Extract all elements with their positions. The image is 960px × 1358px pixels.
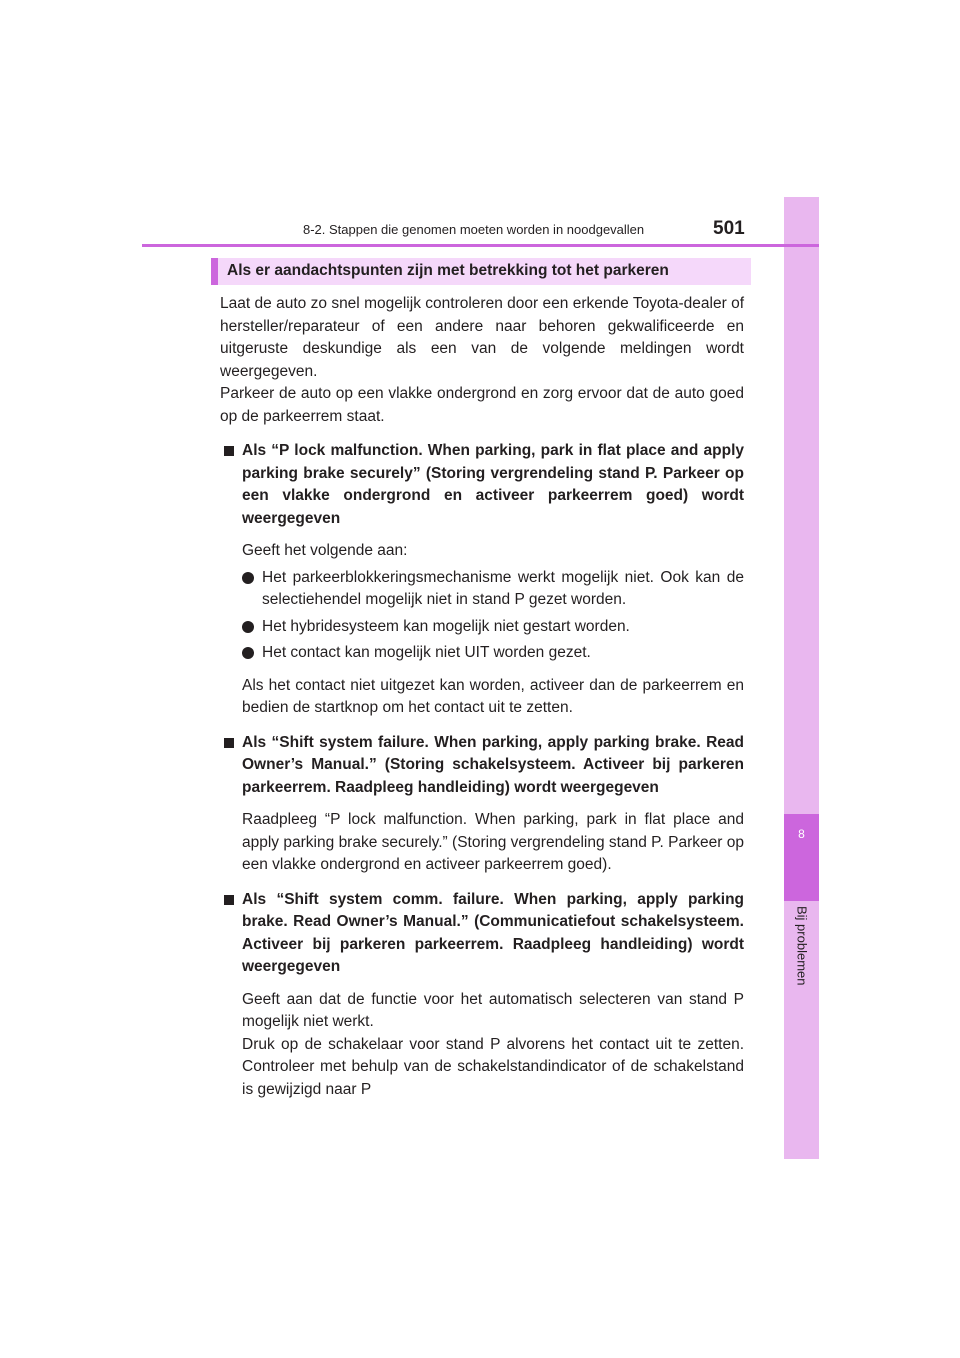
- body-content: [220, 293, 744, 1101]
- list-item-text: Het contact kan mogelijk niet UIT worden gezet.: [262, 644, 591, 661]
- item-body: Druk op de schakelaar voor stand P alvorens het contact uit te zetten. Controleer met behulp van de schakelstandindicator of de schakelstand is gewijzigd naar P: [242, 1035, 744, 1098]
- item-lead: Geeft het volgende aan:: [242, 542, 408, 559]
- section-heading-box: [211, 258, 751, 285]
- round-bullet-icon: [242, 647, 254, 659]
- section-heading: Als er aandachtspunten zijn met betrekking tot het parkeren: [227, 262, 669, 279]
- list-item: [220, 642, 744, 665]
- item-heading-text: Als “Shift system comm. failure. When parking, apply parking brake. Read Owner’s Manual.” (Communicatiefout schakelsysteem. Activeer bij parkeren parkeerrem. Raadpleeg handleiding) wordt weergegeven: [242, 890, 744, 975]
- chapter-title-vertical: [784, 906, 819, 1036]
- item-heading-text: Als “Shift system failure. When parking, apply parking brake. Read Owner’s Manual.” (Storing schakelsysteem. Activeer bij parkeren parkeerrem. Raadpleeg handleiding) wordt weergegeven: [242, 733, 744, 796]
- page-number: 501: [713, 218, 745, 239]
- round-bullet-icon: [242, 621, 254, 633]
- list-item: [220, 616, 744, 639]
- header-rule: [142, 244, 819, 247]
- square-bullet-icon: [224, 895, 234, 905]
- square-bullet-icon: [224, 446, 234, 456]
- item-body: Geeft aan dat de functie voor het automatisch selecteren van stand P mogelijk niet werkt.: [242, 990, 744, 1030]
- round-bullet-icon: [242, 572, 254, 584]
- list-item-text: Het hybridesysteem kan mogelijk niet gestart worden.: [262, 617, 630, 635]
- square-bullet-icon: [224, 738, 234, 748]
- chapter-title: Bij problemen: [794, 906, 809, 986]
- chapter-number: 8: [798, 827, 805, 841]
- item-body: Raadpleeg “P lock malfunction. When parking, park in flat place and apply parking brake securely.” (Storing vergrendeling stand P. Parkeer op een vlakke ondergrond en activeer parkeerrem goed).: [242, 811, 744, 873]
- intro-paragraph: Laat de auto zo snel mogelijk controleren door een erkende Toyota-dealer of hersteller/reparateur of een andere naar behoren gekwalificeerde en uitgeruste deskundige als een van de volgende meldingen wordt weergegeven.: [220, 295, 744, 380]
- item-heading: [220, 732, 744, 800]
- list-item-text: Het parkeerblokkeringsmechanisme werkt mogelijk niet. Ook kan de selectiehendel mogelijk niet in stand P gezet worden.: [262, 568, 744, 608]
- intro-paragraph: Parkeer de auto op een vlakke ondergrond en zorg ervoor dat de auto goed op de parkeerrem staat.: [220, 385, 744, 425]
- running-header: 8-2. Stappen die genomen moeten worden in noodgevallen: [303, 222, 645, 237]
- item-heading: [220, 440, 744, 530]
- list-item: [220, 567, 744, 612]
- item-note: Als het contact niet uitgezet kan worden, activeer dan de parkeerrem en bedien de startknop om het contact uit te zetten.: [242, 676, 744, 716]
- item-heading-text: Als “P lock malfunction. When parking, park in flat place and apply parking brake securely” (Storing vergrendeling stand P. Parkeer op een vlakke ondergrond en activeer parkeerrem goed) wordt weergegeven: [242, 442, 744, 527]
- item-heading: [220, 889, 744, 979]
